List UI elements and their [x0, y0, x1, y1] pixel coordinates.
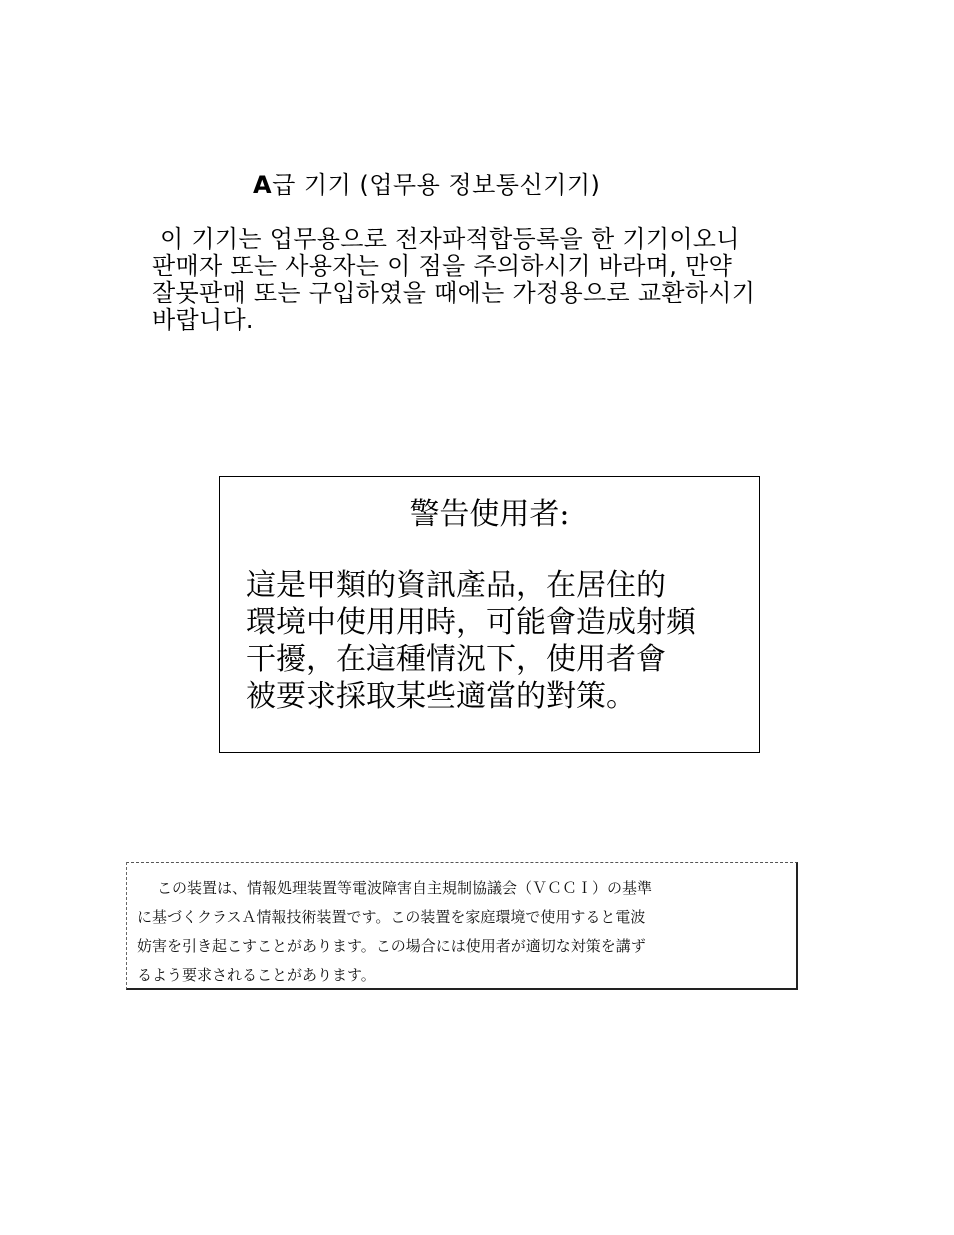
taiwan-warning-line: 這是甲類的資訊產品，在居住的 — [246, 568, 666, 603]
taiwan-warning-line: 干擾，在這種情況下，使用者會 — [246, 642, 666, 677]
taiwan-warning-line: 環境中使用用時，可能會造成射頻 — [246, 605, 696, 640]
korean-notice-body — [152, 226, 868, 334]
korean-notice-title — [253, 170, 600, 200]
korean-notice-line: 바랍니다. — [152, 306, 254, 334]
korean-notice-line: 판매자 또는 사용자는 이 점을 주의하시기 바라며, 만약 — [152, 252, 733, 280]
korean-emc-notice — [152, 168, 868, 338]
taiwan-bsmi-warning-box — [219, 476, 760, 753]
korean-notice-line: 잘못판매 또는 구입하였을 때에는 가정용으로 교환하시기 — [152, 279, 756, 307]
korean-notice-line: 이 기기는 업무용으로 전자파적합등록을 한 기기이오니 — [160, 225, 740, 253]
japan-vcci-notice-box — [126, 862, 798, 990]
korean-notice-grade: A — [253, 171, 273, 199]
japan-vcci-line: に基づくクラスＡ情報技術装置です。この装置を家庭環境で使用すると電波 — [137, 908, 646, 926]
japan-vcci-line: 妨害を引き起こすことがあります。この場合には使用者が適切な対策を講ず — [137, 937, 646, 955]
taiwan-warning-title: 警告使用者: — [409, 497, 570, 532]
japan-vcci-notice-body — [137, 874, 793, 990]
taiwan-warning-body — [246, 567, 736, 715]
taiwan-warning-line: 被要求採取某些適當的對策。 — [246, 679, 636, 714]
japan-vcci-line: るよう要求されることがあります。 — [137, 966, 376, 984]
japan-vcci-line: この装置は、情報処理装置等電波障害自主規制協議会（ＶＣＣＩ）の基準 — [157, 879, 653, 897]
korean-notice-title-text: 급 기기 (업무용 정보통신기기) — [272, 171, 601, 199]
